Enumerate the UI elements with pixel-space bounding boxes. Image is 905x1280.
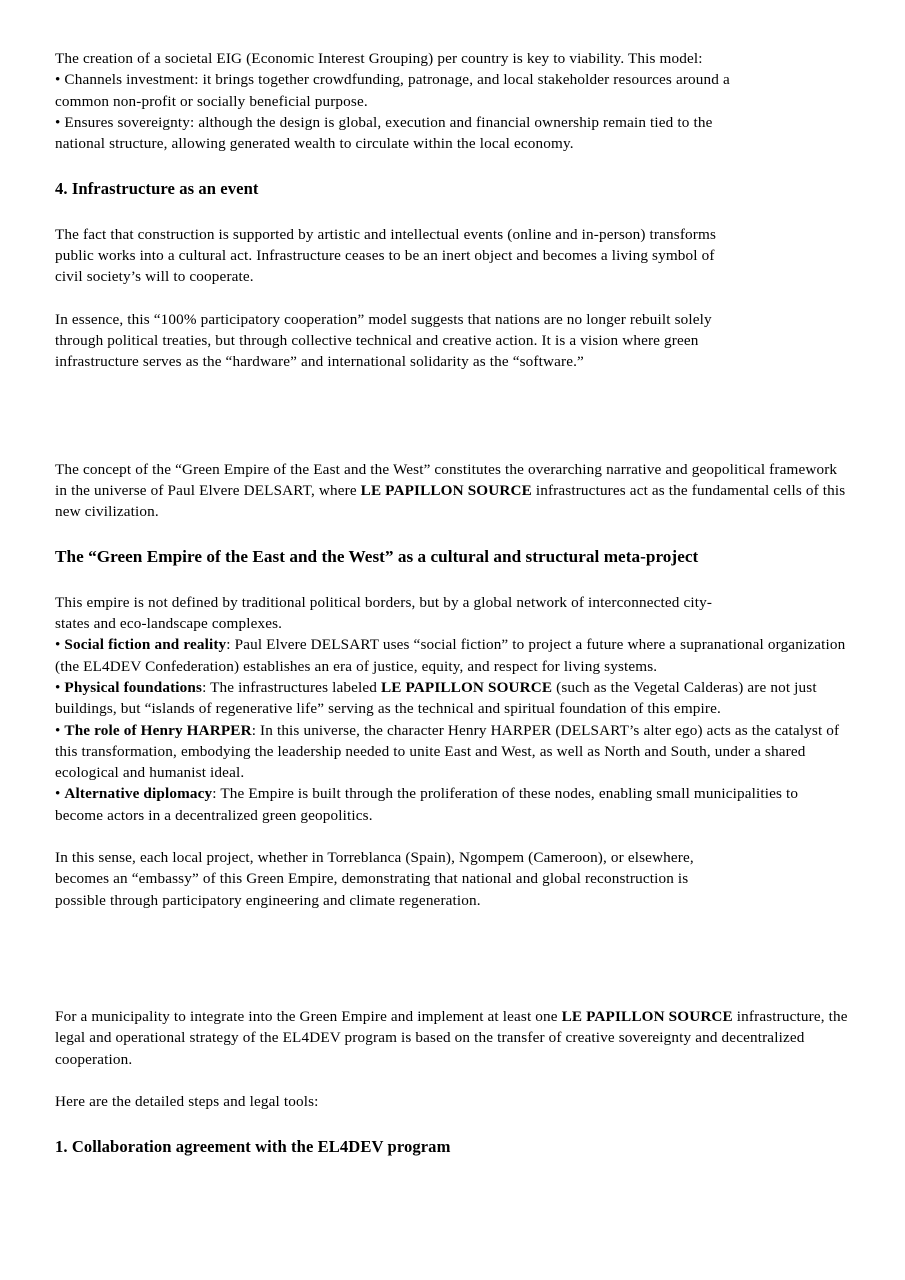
bullet-marker: •	[55, 721, 65, 739]
text-run: : In this universe, the character Henry HARPER (DELSART’s alter ego) acts as the catalyst of this transformation, embodying the leadership needed to unite East and West, as well as North and South, under a shared ecological and humanist ideal.	[55, 721, 840, 782]
text-line: civil society’s will to cooperate.	[55, 268, 254, 286]
bullet-marker: •	[55, 785, 65, 803]
bullet-social-fiction-and-reality	[55, 634, 848, 677]
text-run: : The infrastructures labeled	[202, 678, 381, 696]
bullet-label: Physical foundations	[64, 678, 203, 696]
bullet-label: Alternative diplomacy	[64, 785, 213, 803]
text-line: public works into a cultural act. Infrastructure ceases to be an inert object and becomes a living symbol of	[55, 247, 715, 265]
text-run-bold: LE PAPILLON SOURCE	[561, 1007, 733, 1025]
text-line: • Ensures sovereignty: although the design is global, execution and financial ownership remain tied to the	[55, 113, 713, 131]
section-spacer	[55, 373, 848, 459]
bullet-role-of-henry-harper	[55, 720, 848, 784]
paragraph-in-essence	[55, 309, 848, 373]
bullet-marker: •	[55, 678, 65, 696]
text-run: (such as the Vegetal Calderas) are not just buildings, but “islands of regenerative life” serving as the technical and spiritual foundation of this empire.	[55, 678, 817, 718]
bullet-marker: •	[55, 636, 65, 654]
spacer	[55, 288, 848, 309]
text-run: The concept of the “Green Empire of the East and the West” constitutes the overarching narrative and geopolitical framework in the universe of Paul Elvere DELSART, where	[55, 460, 838, 499]
bullet-physical-foundations	[55, 677, 848, 720]
text-run: infrastructure, the legal and operational strategy of the EL4DEV program is based on the transfer of creative sovereignty and decentralized cooperation.	[55, 1007, 848, 1068]
text-line: • Channels investment: it brings together crowdfunding, patronage, and local stakeholder resources around a	[55, 71, 730, 89]
spacer	[55, 154, 848, 178]
paragraph-empire-not-defined	[55, 592, 848, 635]
text-line: through political treaties, but through collective technical and creative action. It is a vision where green	[55, 331, 699, 349]
paragraph-municipality-integration	[55, 1006, 848, 1070]
text-run: : Paul Elvere DELSART uses “social fiction” to project a future where a supranational organization (the EL4DEV Confederation) establishes an era of justice, equity, and respect for living systems.	[55, 636, 846, 675]
text-run-bold: LE PAPILLON SOURCE	[380, 678, 553, 696]
text-line: The fact that construction is supported by artistic and intellectual events (online and in-person) transforms	[55, 225, 717, 243]
text-line: becomes an “embassy” of this Green Empire, demonstrating that national and global reconstruction is	[55, 870, 689, 888]
section-spacer	[55, 911, 848, 1006]
text-line: national structure, allowing generated wealth to circulate within the local economy.	[55, 135, 574, 153]
text-line: possible through participatory engineering and climate regeneration.	[55, 891, 481, 909]
text-run: : The Empire is built through the proliferation of these nodes, enabling small municipalities to become actors in a decentralized green geopolitics.	[55, 785, 799, 824]
paragraph-eig-intro	[55, 48, 848, 154]
bullet-label: The role of Henry HARPER	[64, 721, 252, 739]
paragraph-construction-events	[55, 224, 848, 288]
text-line: In this sense, each local project, whether in Torreblanca (Spain), Ngompem (Cameroon), or elsewhere,	[55, 849, 694, 867]
text-run: For a municipality to integrate into the Green Empire and implement at least one	[55, 1007, 562, 1025]
text-line: In essence, this “100% participatory cooperation” model suggests that nations are no longer rebuilt solely	[55, 310, 712, 328]
heading-collaboration-agreement: 1. Collaboration agreement with the EL4DEV program	[55, 1137, 451, 1157]
text-line: infrastructure serves as the “hardware” and international solidarity as the “software.”	[55, 353, 584, 371]
bullet-label: Social fiction and reality	[64, 636, 227, 654]
text-line: states and eco-landscape complexes.	[55, 615, 283, 633]
text-line: This empire is not defined by traditional political borders, but by a global network of interconnected city-	[55, 593, 713, 611]
spacer	[55, 1070, 848, 1091]
spacer	[55, 200, 848, 224]
spacer	[55, 568, 848, 592]
text-line: Here are the detailed steps and legal tools:	[55, 1092, 319, 1110]
bullet-alternative-diplomacy	[55, 783, 848, 826]
spacer	[55, 522, 848, 546]
paragraph-in-this-sense	[55, 847, 848, 911]
heading-green-empire-meta-project: The “Green Empire of the East and the West” as a cultural and structural meta-project	[55, 547, 699, 567]
text-run-bold: LE PAPILLON SOURCE	[360, 481, 532, 499]
paragraph-detailed-steps	[55, 1091, 848, 1112]
text-line: The creation of a societal EIG (Economic Interest Grouping) per country is key to viability. This model:	[55, 50, 703, 67]
spacer	[55, 1112, 848, 1136]
paragraph-green-empire-concept	[55, 459, 848, 523]
text-run: infrastructures act as the fundamental cells of this new civilization.	[55, 481, 846, 521]
spacer	[55, 826, 848, 847]
text-line: common non-profit or socially beneficial purpose.	[55, 92, 368, 110]
heading-infrastructure-as-an-event: 4. Infrastructure as an event	[55, 179, 259, 199]
